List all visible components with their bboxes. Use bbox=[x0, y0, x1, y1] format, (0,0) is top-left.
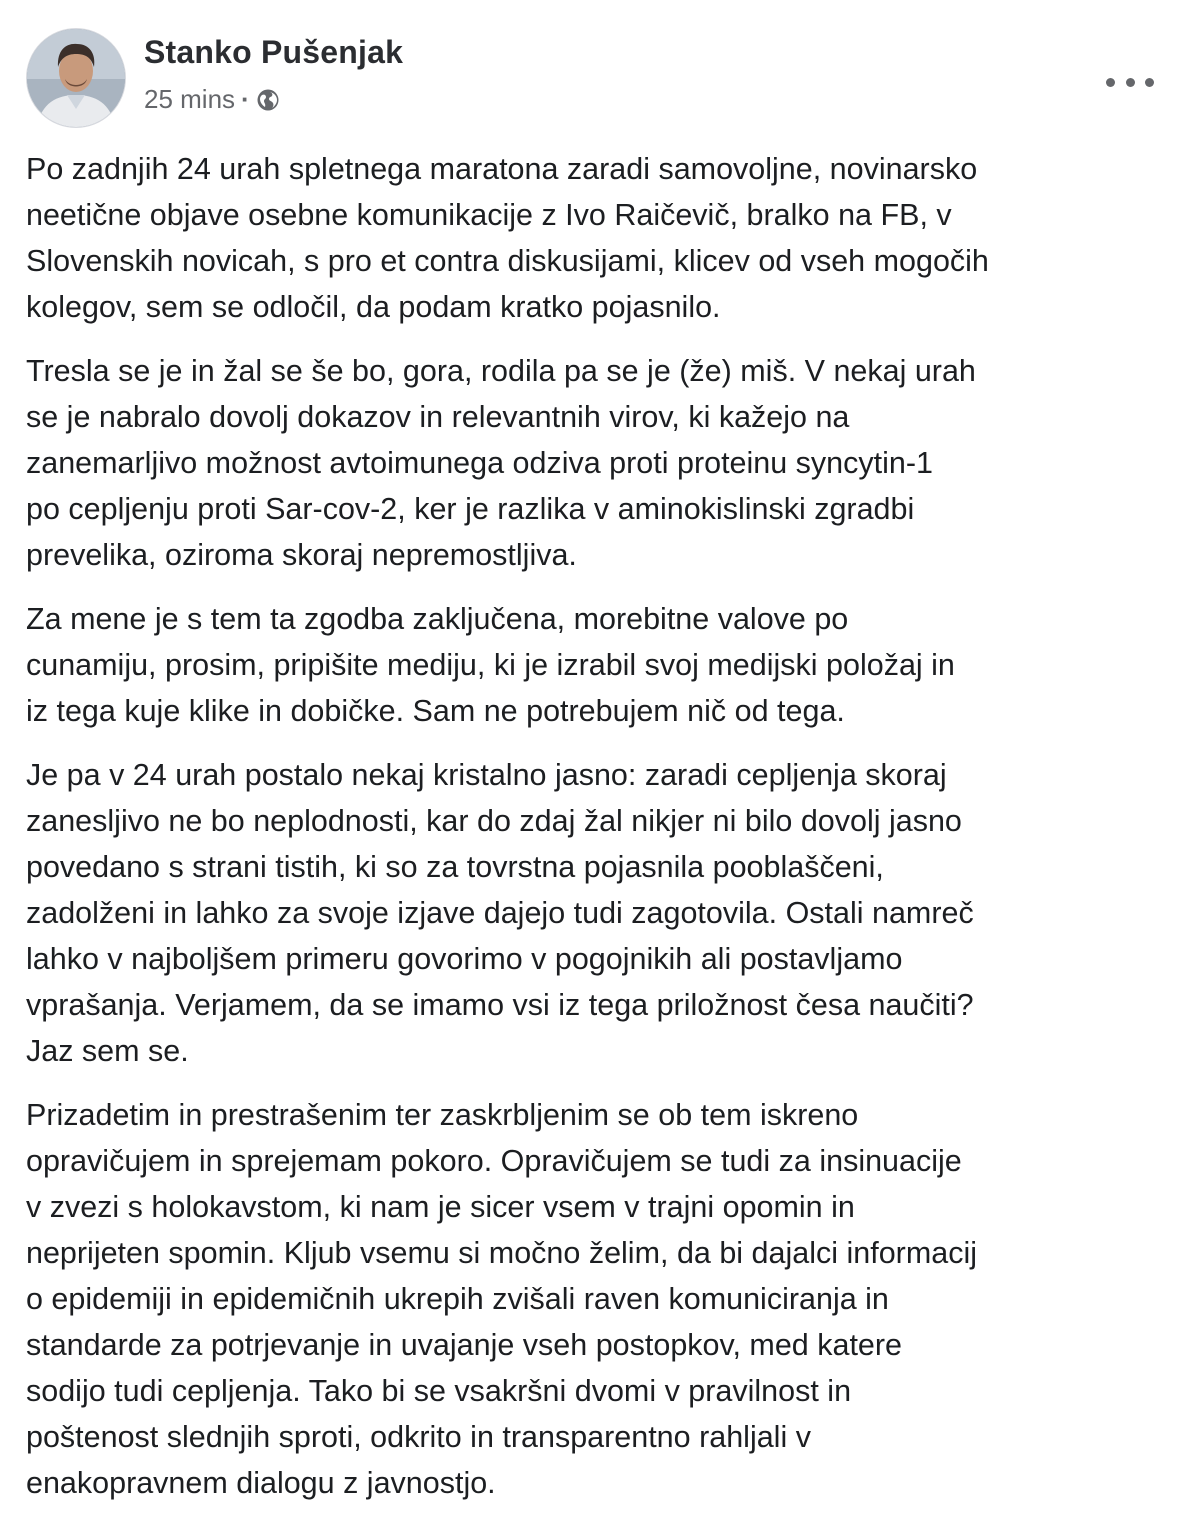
post-paragraph: Za mene je s tem ta zgodba zaključena, morebitne valove po cunamiju, prosim, pripišite mediju, ki je izrabil svoj medijski položaj in iz tega kuje klike in dobičke. Sam ne potrebujem nič od tega. bbox=[26, 602, 955, 728]
post-paragraph: Prizadetim in prestrašenim ter zaskrbljenim se ob tem iskreno opravičujem in sprejemam pokoro. Opravičujem se tudi za insinuacije v zvezi s holokavstom, ki nam je sicer vsem v trajni opomin in neprijeten spomin. Kljub vsemu si močno želim, da bi dajalci informacij o epidemiji in epidemičnih ukrepih zvišali raven komuniciranja in standarde za potrjevanje in uvajanje vseh postopkov, med katere sodijo tudi cepljenja. Tako bi se vsakršni dvomi v pravilnost in poštenost slednjih sproti, odkrito in transparentno rahljali v enakopravnem dialogu z javnostjo. bbox=[26, 1098, 977, 1500]
meta-separator: · bbox=[241, 84, 250, 114]
globe-icon[interactable] bbox=[256, 88, 280, 112]
more-dot bbox=[1126, 78, 1135, 87]
avatar[interactable] bbox=[26, 28, 126, 128]
post-header bbox=[26, 26, 1176, 130]
author-name[interactable]: Stanko Pušenjak bbox=[144, 34, 404, 70]
post-paragraph: Tresla se je in žal se še bo, gora, rodila pa se je (že) miš. V nekaj urah se je nabralo dovolj dokazov in relevantnih virov, ki kažejo na zanemarljivo možnost avtoimunega odziva proti proteinu syncytin-1 po cepljenju proti Sar-cov-2, ker je razlika v aminokislinski zgradbi prevelika, oziroma skoraj nepremostljiva. bbox=[26, 354, 976, 572]
post-body bbox=[26, 146, 1181, 1524]
avatar-photo bbox=[27, 29, 125, 127]
more-options-icon[interactable] bbox=[1106, 66, 1154, 98]
post-timestamp[interactable]: 25 mins bbox=[144, 84, 236, 114]
post-paragraph: Po zadnjih 24 urah spletnega maratona zaradi samovoljne, novinarsko neetične objave osebne komunikacije z Ivo Raičevič, bralko na FB, v Slovenskih novicah, s pro et contra diskusijami, klicev od vseh mogočih kolegov, sem se odločil, da podam kratko pojasnilo. bbox=[26, 152, 989, 324]
post-meta bbox=[144, 84, 280, 115]
more-dot bbox=[1145, 78, 1154, 87]
more-dot bbox=[1106, 78, 1115, 87]
post-paragraph: Je pa v 24 urah postalo nekaj kristalno jasno: zaradi cepljenja skoraj zanesljivo ne bo neplodnosti, kar do zdaj žal nikjer ni bilo dovolj jasno povedano s strani tistih, ki so za tovrstna pojasnila pooblaščeni, zadolženi in lahko za svoje izjave dajejo tudi zagotovila. Ostali namreč lahko v najboljšem primeru govorimo v pogojnikih ali postavljamo vprašanja. Verjamem, da se imamo vsi iz tega priložnost česa naučiti? Jaz sem se. bbox=[26, 758, 974, 1068]
